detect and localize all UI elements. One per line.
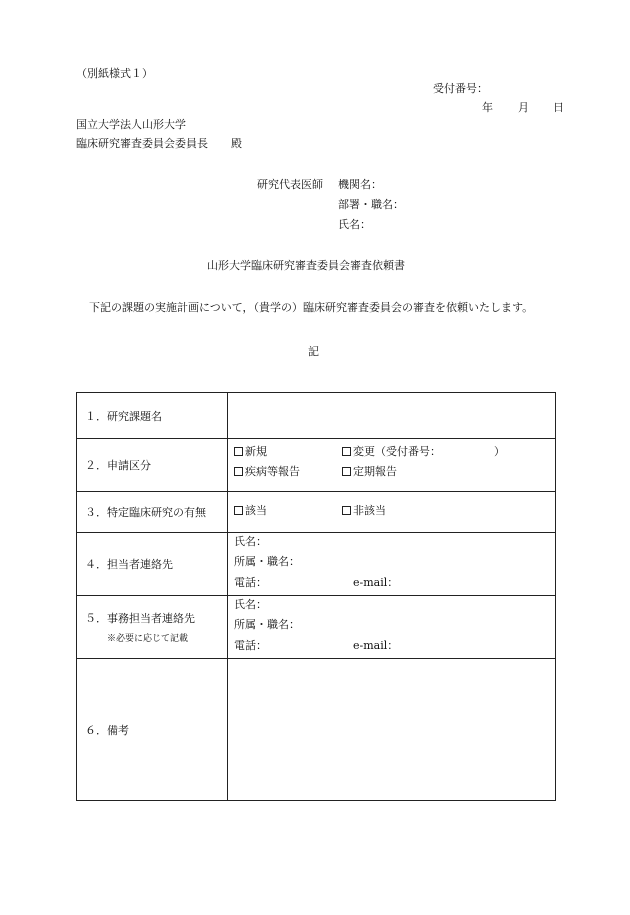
research-title-field[interactable] (228, 393, 556, 439)
checkbox-icon[interactable] (234, 447, 243, 456)
contact-person-fields (228, 533, 556, 596)
change-number-close: ） (494, 445, 505, 458)
date-day-label: 日 (553, 101, 564, 114)
option-applicable[interactable]: 該当 (234, 504, 267, 518)
option-illness-report[interactable]: 疾病等報告 (234, 465, 300, 479)
addressee-organization: 国立大学法人山形大学 (76, 118, 186, 131)
admin-name-label: 氏名： (234, 598, 267, 611)
contact-email-label: e-mail： (353, 576, 399, 589)
application-category-options (228, 439, 556, 492)
checkbox-icon[interactable] (342, 467, 351, 476)
checkbox-icon[interactable] (342, 447, 351, 456)
row-research-title (77, 393, 556, 439)
addressee-honorific: 殿 (231, 137, 242, 150)
row-specified-research (77, 492, 556, 533)
addressee-committee-chair: 臨床研究審査委員会委員長 (76, 137, 208, 150)
checkbox-icon[interactable] (234, 467, 243, 476)
reception-number-label: 受付番号： (433, 82, 488, 95)
application-category-label: ２．申請区分 (77, 439, 228, 492)
admin-email-label: e-mail： (353, 639, 399, 652)
research-title-label: １．研究課題名 (77, 393, 228, 439)
option-change[interactable]: 変更（受付番号： (342, 445, 441, 459)
checkbox-icon[interactable] (234, 506, 243, 515)
applicant-role: 研究代表医師 (257, 178, 323, 191)
ki-heading: 記 (308, 345, 319, 358)
option-new[interactable]: 新規 (234, 445, 267, 459)
admin-contact-label-cell (77, 596, 228, 659)
document-title: 山形大学臨床研究審査委員会審査依頼書 (207, 259, 405, 272)
option-not-applicable[interactable]: 非該当 (342, 504, 386, 518)
contact-person-label: ４．担当者連絡先 (77, 533, 228, 596)
contact-phone-label: 電話： (234, 576, 267, 589)
specified-research-options (228, 492, 556, 533)
date-year-label: 年 (482, 101, 493, 114)
remarks-field[interactable] (228, 659, 556, 801)
option-periodic-report[interactable]: 定期報告 (342, 465, 397, 479)
specified-research-label: ３．特定臨床研究の有無 (77, 492, 228, 533)
intro-text: 下記の課題の実施計画について，（貴学の）臨床研究審査委員会の審査を依頼いたします。 (89, 301, 534, 314)
checkbox-icon[interactable] (342, 506, 351, 515)
applicant-institution-label: 機関名： (338, 178, 382, 191)
admin-contact-note: ※必要に応じて記載 (107, 634, 189, 644)
remarks-label: ６．備考 (77, 659, 228, 801)
row-admin-contact (77, 596, 556, 659)
row-contact-person (77, 533, 556, 596)
row-application-category (77, 439, 556, 492)
form-number: （別紙様式１） (76, 67, 153, 80)
date-month-label: 月 (518, 101, 529, 114)
admin-contact-label: ５．事務担当者連絡先 (85, 612, 195, 625)
applicant-name-label: 氏名： (338, 218, 371, 231)
contact-affiliation-label: 所属・職名： (234, 555, 300, 568)
admin-contact-fields (228, 596, 556, 659)
contact-name-label: 氏名： (234, 535, 267, 548)
admin-phone-label: 電話： (234, 639, 267, 652)
admin-affiliation-label: 所属・職名： (234, 618, 300, 631)
application-form-table (76, 392, 556, 801)
applicant-department-label: 部署・職名： (338, 198, 404, 211)
row-remarks (77, 659, 556, 801)
